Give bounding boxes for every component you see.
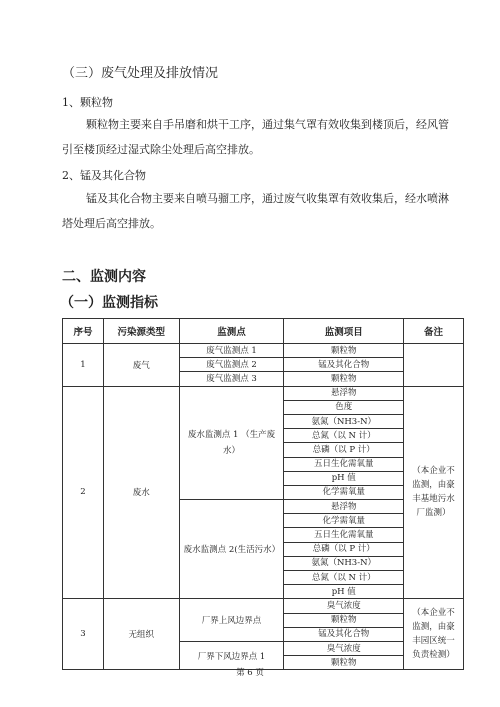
page-number: 第 6 页 (236, 668, 264, 678)
monitoring-item: 颗粒物 (284, 344, 404, 358)
monitoring-item: 五日生化需氧量 (284, 528, 404, 542)
monitoring-point: 废水监测点 1 （生产废水） (179, 386, 284, 500)
table-row (63, 344, 464, 358)
row-number: 1 (63, 344, 104, 387)
monitoring-item: 氨氮（NH3-N） (284, 556, 404, 570)
monitoring-item: 氨氮（NH3-N） (284, 414, 404, 428)
table-header-row (63, 319, 464, 344)
monitoring-item: 锰及其化合物 (284, 358, 404, 372)
monitoring-item: 悬浮物 (284, 500, 404, 514)
source-type: 废气 (103, 344, 179, 387)
row-number: 3 (63, 599, 104, 670)
monitoring-item: 颗粒物 (284, 613, 404, 627)
monitoring-item: 总磷（以 P 计） (284, 542, 404, 556)
monitoring-item: 臭气浓度 (284, 641, 404, 655)
sub2-paragraph: 锰及其化合物主要来自喷马骝工序，通过废气收集罩有效收集后，经水喷淋塔处理后高空排放。 (62, 192, 449, 230)
monitoring-item: 总氮（以 N 计） (284, 571, 404, 585)
monitoring-point: 厂界下风边界点 1 (179, 641, 284, 669)
monitoring-item: 化学需氧量 (284, 514, 404, 528)
monitoring-point: 废气监测点 3 (179, 372, 284, 386)
header-cell: 监测点 (179, 319, 284, 344)
header-cell: 序号 (63, 319, 104, 344)
row-number: 2 (63, 386, 104, 599)
monitoring-item: 色度 (284, 400, 404, 414)
sub1-paragraph: 颗粒物主要来自手吊磨和烘干工序，通过集气罩有效收集到楼顶后，经风管引至楼顶经过湿式除尘处理后高空排放。 (62, 118, 449, 156)
monitoring-item: 颗粒物 (284, 372, 404, 386)
chapter-heading: 二、监测内容 (62, 269, 146, 285)
table-row (63, 599, 464, 613)
monitoring-item: 总氮（以 N 计） (284, 429, 404, 443)
note-cell: （本企业不监测，由豪丰园区统一负责检测） (404, 599, 464, 670)
sub1-heading: 1、颗粒物 (62, 96, 113, 109)
monitoring-item: 臭气浓度 (284, 599, 404, 613)
monitoring-point: 废气监测点 2 (179, 358, 284, 372)
monitoring-item: 悬浮物 (284, 386, 404, 400)
monitoring-item: 总磷（以 P 计） (284, 443, 404, 457)
note-cell: （本企业不监测，由豪丰基地污水厂监测） (404, 386, 464, 599)
monitoring-point: 废水监测点 2(生活污水） (179, 500, 284, 599)
monitoring-item: 化学需氧量 (284, 485, 404, 499)
monitoring-point: 废气监测点 1 (179, 344, 284, 358)
monitoring-table (62, 318, 464, 670)
table-row (63, 386, 464, 400)
source-type: 无组织 (103, 599, 179, 670)
header-cell: 监测项目 (284, 319, 404, 344)
sub2-heading: 2、锰及其化合物 (62, 169, 146, 182)
monitoring-item: 锰及其化合物 (284, 627, 404, 641)
section-heading: （三）废气处理及排放情况 (62, 66, 219, 81)
monitoring-point: 厂界上风边界点 (179, 599, 284, 642)
subchapter-heading: （一）监测指标 (60, 295, 158, 311)
monitoring-item: pH 值 (284, 471, 404, 485)
monitoring-item: pH 值 (284, 585, 404, 599)
note-cell (404, 344, 464, 387)
header-cell: 污染源类型 (103, 319, 179, 344)
source-type: 废水 (103, 386, 179, 599)
header-cell: 备注 (404, 319, 464, 344)
monitoring-item: 五日生化需氧量 (284, 457, 404, 471)
monitoring-item: 颗粒物 (284, 656, 404, 670)
